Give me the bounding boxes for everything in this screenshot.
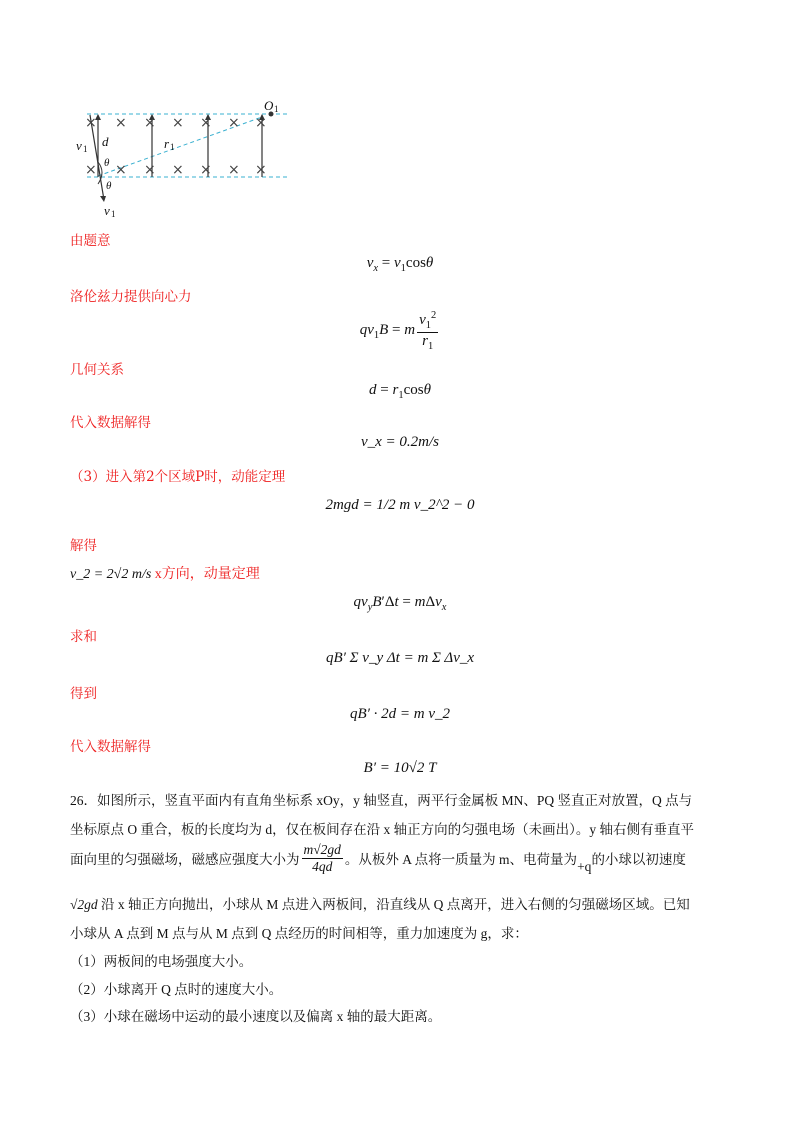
problem-line: √2gd 沿 x 轴正方向抛出，小球从 M 点进入两板间，沿直线从 Q 点离开，进入右侧的匀强磁场区域。已知 [70, 897, 690, 912]
problem-line: 面向里的匀强磁场，磁感应强度大小为 $\frac{m√2gd}{4qd}$ 。从板外 A 点将一质量为 m、电荷量为 +q 的小球以初速度 [70, 842, 686, 875]
equation-geometry: $d = r_1\cos\theta$ [369, 382, 431, 401]
equation-lorentz: $qv_1B = m$ $\frac{v_1^2}{r_1}$ [359, 310, 437, 353]
equation-vx: $v_x = v_1\cos\theta$ [366, 255, 434, 274]
equation-B-prime: B′ = 10√2 T [363, 760, 437, 776]
svg-text:×: × [228, 115, 240, 131]
svg-text:1: 1 [111, 209, 116, 219]
svg-text:v: v [104, 203, 110, 218]
step-text: 几何关系 [70, 362, 124, 378]
equation-energy: 2mgd = 1/2 m v_2^2 − 0 [325, 497, 475, 513]
step-text: 求和 [70, 629, 97, 645]
svg-text:θ: θ [104, 157, 110, 169]
equation-sum: qB′ Σ v_y Δt = m Σ Δv_x [325, 650, 475, 666]
svg-text:×: × [115, 115, 127, 131]
svg-text:×: × [172, 162, 184, 178]
step-text: 洛伦兹力提供向心力 [70, 289, 192, 305]
svg-text:×: × [85, 115, 97, 131]
question-1: （1）两板间的电场强度大小。 [70, 954, 253, 969]
svg-text:O: O [264, 98, 274, 113]
step-text: 得到 [70, 686, 97, 702]
question-2: （2）小球离开 Q 点时的速度大小。 [70, 982, 283, 997]
svg-text:×: × [255, 162, 267, 178]
step-text: 代入数据解得 [70, 739, 151, 755]
equation-v2-line [70, 563, 260, 583]
equation-vx-value: v_x = 0.2m/s [360, 434, 440, 450]
step-text: 由题意 [70, 233, 111, 249]
svg-text:×: × [172, 115, 184, 131]
svg-text:1: 1 [274, 104, 279, 114]
svg-text:×: × [144, 115, 156, 131]
step-text: 解得 [70, 538, 97, 554]
svg-text:×: × [85, 162, 97, 178]
equation-momentum: $qv_yB'\Delta t = m\Delta v_x$ [353, 594, 447, 613]
step-text: 代入数据解得 [70, 415, 151, 431]
svg-text:×: × [144, 162, 156, 178]
svg-text:×: × [255, 115, 267, 131]
svg-text:θ: θ [106, 180, 112, 192]
step-text: （3）进入第2个区域P时，动能定理 [70, 469, 286, 485]
problem-line: 坐标原点 O 重合，板的长度均为 d，仅在板间存在沿 x 轴正方向的匀强电场（未画出）。y 轴右侧有垂直平 [70, 822, 694, 837]
svg-text:×: × [115, 162, 127, 178]
question-3: （3）小球在磁场中运动的最小速度以及偏离 x 轴的最大距离。 [70, 1009, 442, 1024]
svg-text:×: × [200, 162, 212, 178]
svg-text:d: d [102, 134, 109, 149]
equation-result: qB′ · 2d = m v_2 [349, 706, 451, 722]
svg-text:1: 1 [170, 142, 175, 152]
svg-text:r: r [164, 136, 170, 151]
problem-line: 小球从 A 点到 M 点与从 M 点到 Q 点经历的时间相等，重力加速度为 g，求： [70, 926, 528, 941]
step-text: x方向，动量定理 [154, 567, 260, 582]
svg-text:v: v [76, 138, 82, 153]
equation-v2: v_2 = 2√2 m/s [70, 567, 152, 582]
svg-text:×: × [200, 115, 212, 131]
field-marks [85, 115, 267, 178]
svg-text:1: 1 [83, 144, 88, 154]
problem-line: 26．如图所示，竖直平面内有直角坐标系 xOy，y 轴竖直，两平行金属板 MN、PQ 竖直正对放置，Q 点与 [70, 793, 693, 808]
svg-text:×: × [228, 162, 240, 178]
magnetic-field-diagram [60, 90, 300, 220]
